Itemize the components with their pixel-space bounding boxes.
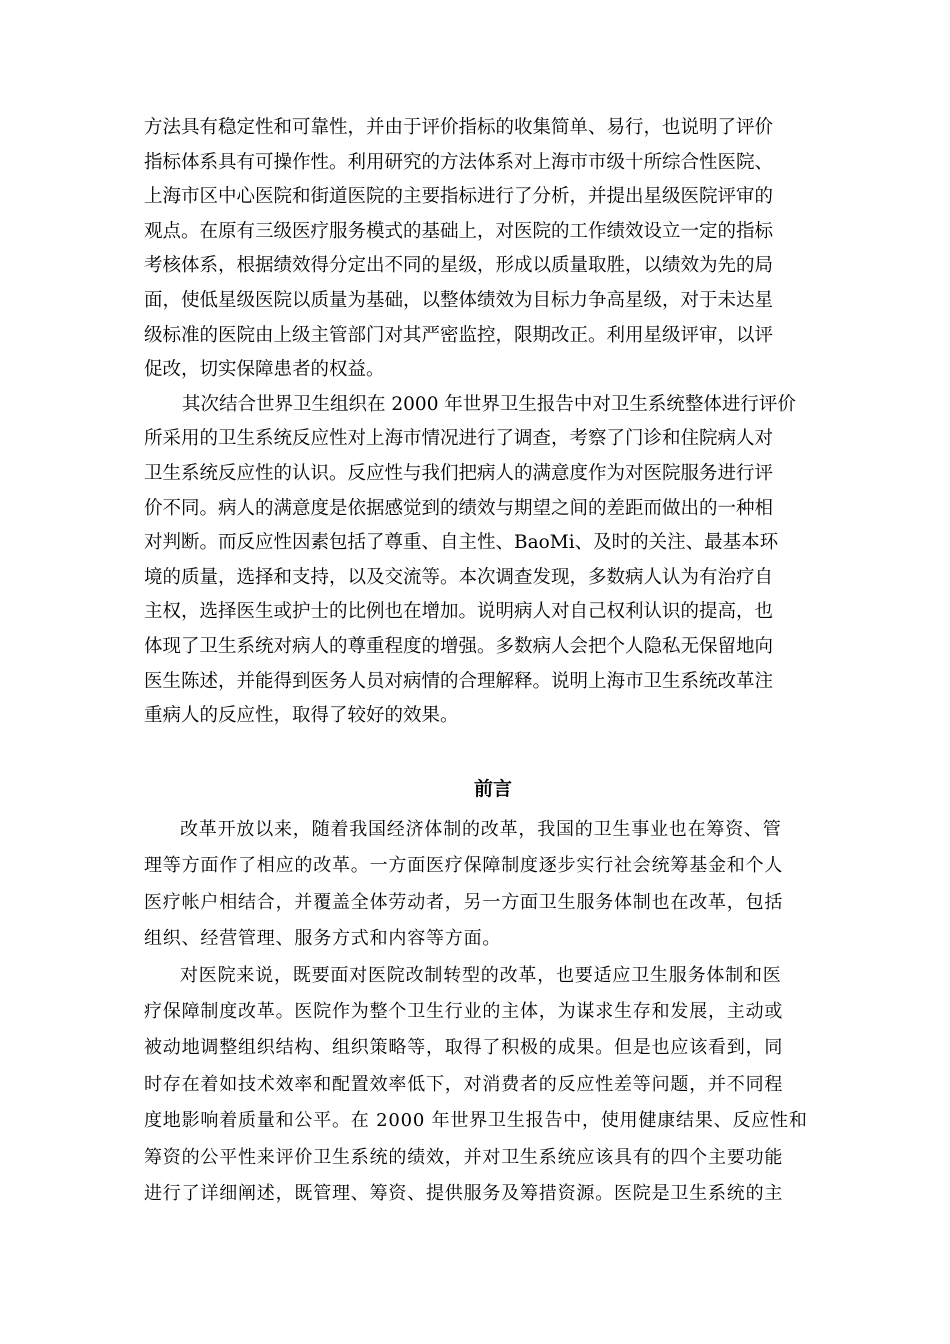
preface-line: 疗保障制度改革。医院作为整个卫生行业的主体，为谋求生存和发展，主动或 (144, 1000, 784, 1022)
preface-line: 进行了详细阐述，既管理、筹资、提供服务及筹措资源。医院是卫生系统的主 (144, 1182, 784, 1204)
preface-line: 改革开放以来，随着我国经济体制的改革，我国的卫生事业也在筹资、管 (180, 819, 782, 840)
abstract-line: 观点。在原有三级医疗服务模式的基础上，对医院的工作绩效设立一定的指标 (144, 220, 774, 242)
preface-heading: 前言 (473, 778, 512, 800)
abstract-line: 其次结合世界卫生组织在 2000 年世界卫生报告中对卫生系统整体进行评价 (182, 393, 796, 415)
preface-line: 对医院来说，既要面对医院改制转型的改革，也要适应卫生服务体制和医 (180, 964, 782, 986)
abstract-line: 对判断。而反应性因素包括了尊重、自主性、BaoMi、及时的关注、最基本环 (144, 532, 779, 554)
preface-line: 组织、经营管理、服务方式和内容等方面。 (144, 928, 502, 950)
abstract-line: 促改，切实保障患者的权益。 (144, 359, 385, 381)
abstract-line: 级标准的医院由上级主管部门对其严密监控，限期改正。利用星级评审，以评 (144, 324, 774, 346)
abstract-line: 指标体系具有可操作性。利用研究的方法体系对上海市市级十所综合性医院、 (144, 151, 774, 173)
preface-section (144, 812, 814, 1212)
abstract-line: 卫生系统反应性的认识。反应性与我们把病人的满意度作为对医院服务进行评 (144, 462, 774, 484)
preface-line: 被动地调整组织结构、组织策略等，取得了积极的成果。但是也应该看到，同 (144, 1037, 784, 1059)
preface-line: 时存在着如技术效率和配置效率低下，对消费者的反应性差等问题，并不同程 (144, 1073, 784, 1095)
abstract-line: 价不同。病人的满意度是依据感觉到的绩效与期望之间的差距而做出的一种相 (144, 497, 774, 519)
preface-line: 筹资的公平性来评价卫生系统的绩效，并对卫生系统应该具有的四个主要功能 (144, 1146, 784, 1168)
preface-line: 理等方面作了相应的改革。一方面医疗保障制度逐步实行社会统筹基金和个人 (144, 855, 784, 877)
preface-line: 度地影响着质量和公平。在 2000 年世界卫生报告中，使用健康结果、反应性和 (144, 1110, 808, 1132)
abstract-section (144, 111, 814, 734)
abstract-line: 重病人的反应性，取得了较好的效果。 (144, 705, 459, 727)
abstract-line: 主权，选择医生或护士的比例也在增加。说明病人对自己权利认识的提高，也 (144, 601, 774, 623)
abstract-line: 所采用的卫生系统反应性对上海市情况进行了调查，考察了门诊和住院病人对 (144, 428, 774, 450)
abstract-line: 医生陈述，并能得到医务人员对病情的合理解释。说明上海市卫生系统改革注 (144, 670, 774, 692)
abstract-line: 方法具有稳定性和可靠性，并由于评价指标的收集简单、易行，也说明了评价 (144, 117, 774, 138)
abstract-line: 体现了卫生系统对病人的尊重程度的增强。多数病人会把个人隐私无保留地向 (144, 635, 774, 657)
preface-line: 医疗帐户相结合，并覆盖全体劳动者，另一方面卫生服务体制也在改革，包括 (144, 891, 784, 913)
abstract-line: 考核体系，根据绩效得分定出不同的星级，形成以质量取胜，以绩效为先的局 (144, 255, 774, 277)
abstract-line: 面，使低星级医院以质量为基础，以整体绩效为目标力争高星级，对于未达星 (144, 289, 774, 311)
abstract-line: 上海市区中心医院和街道医院的主要指标进行了分析，并提出星级医院评审的 (144, 186, 774, 208)
abstract-line: 境的质量，选择和支持，以及交流等。本次调查发现，多数病人认为有治疗自 (144, 566, 774, 588)
